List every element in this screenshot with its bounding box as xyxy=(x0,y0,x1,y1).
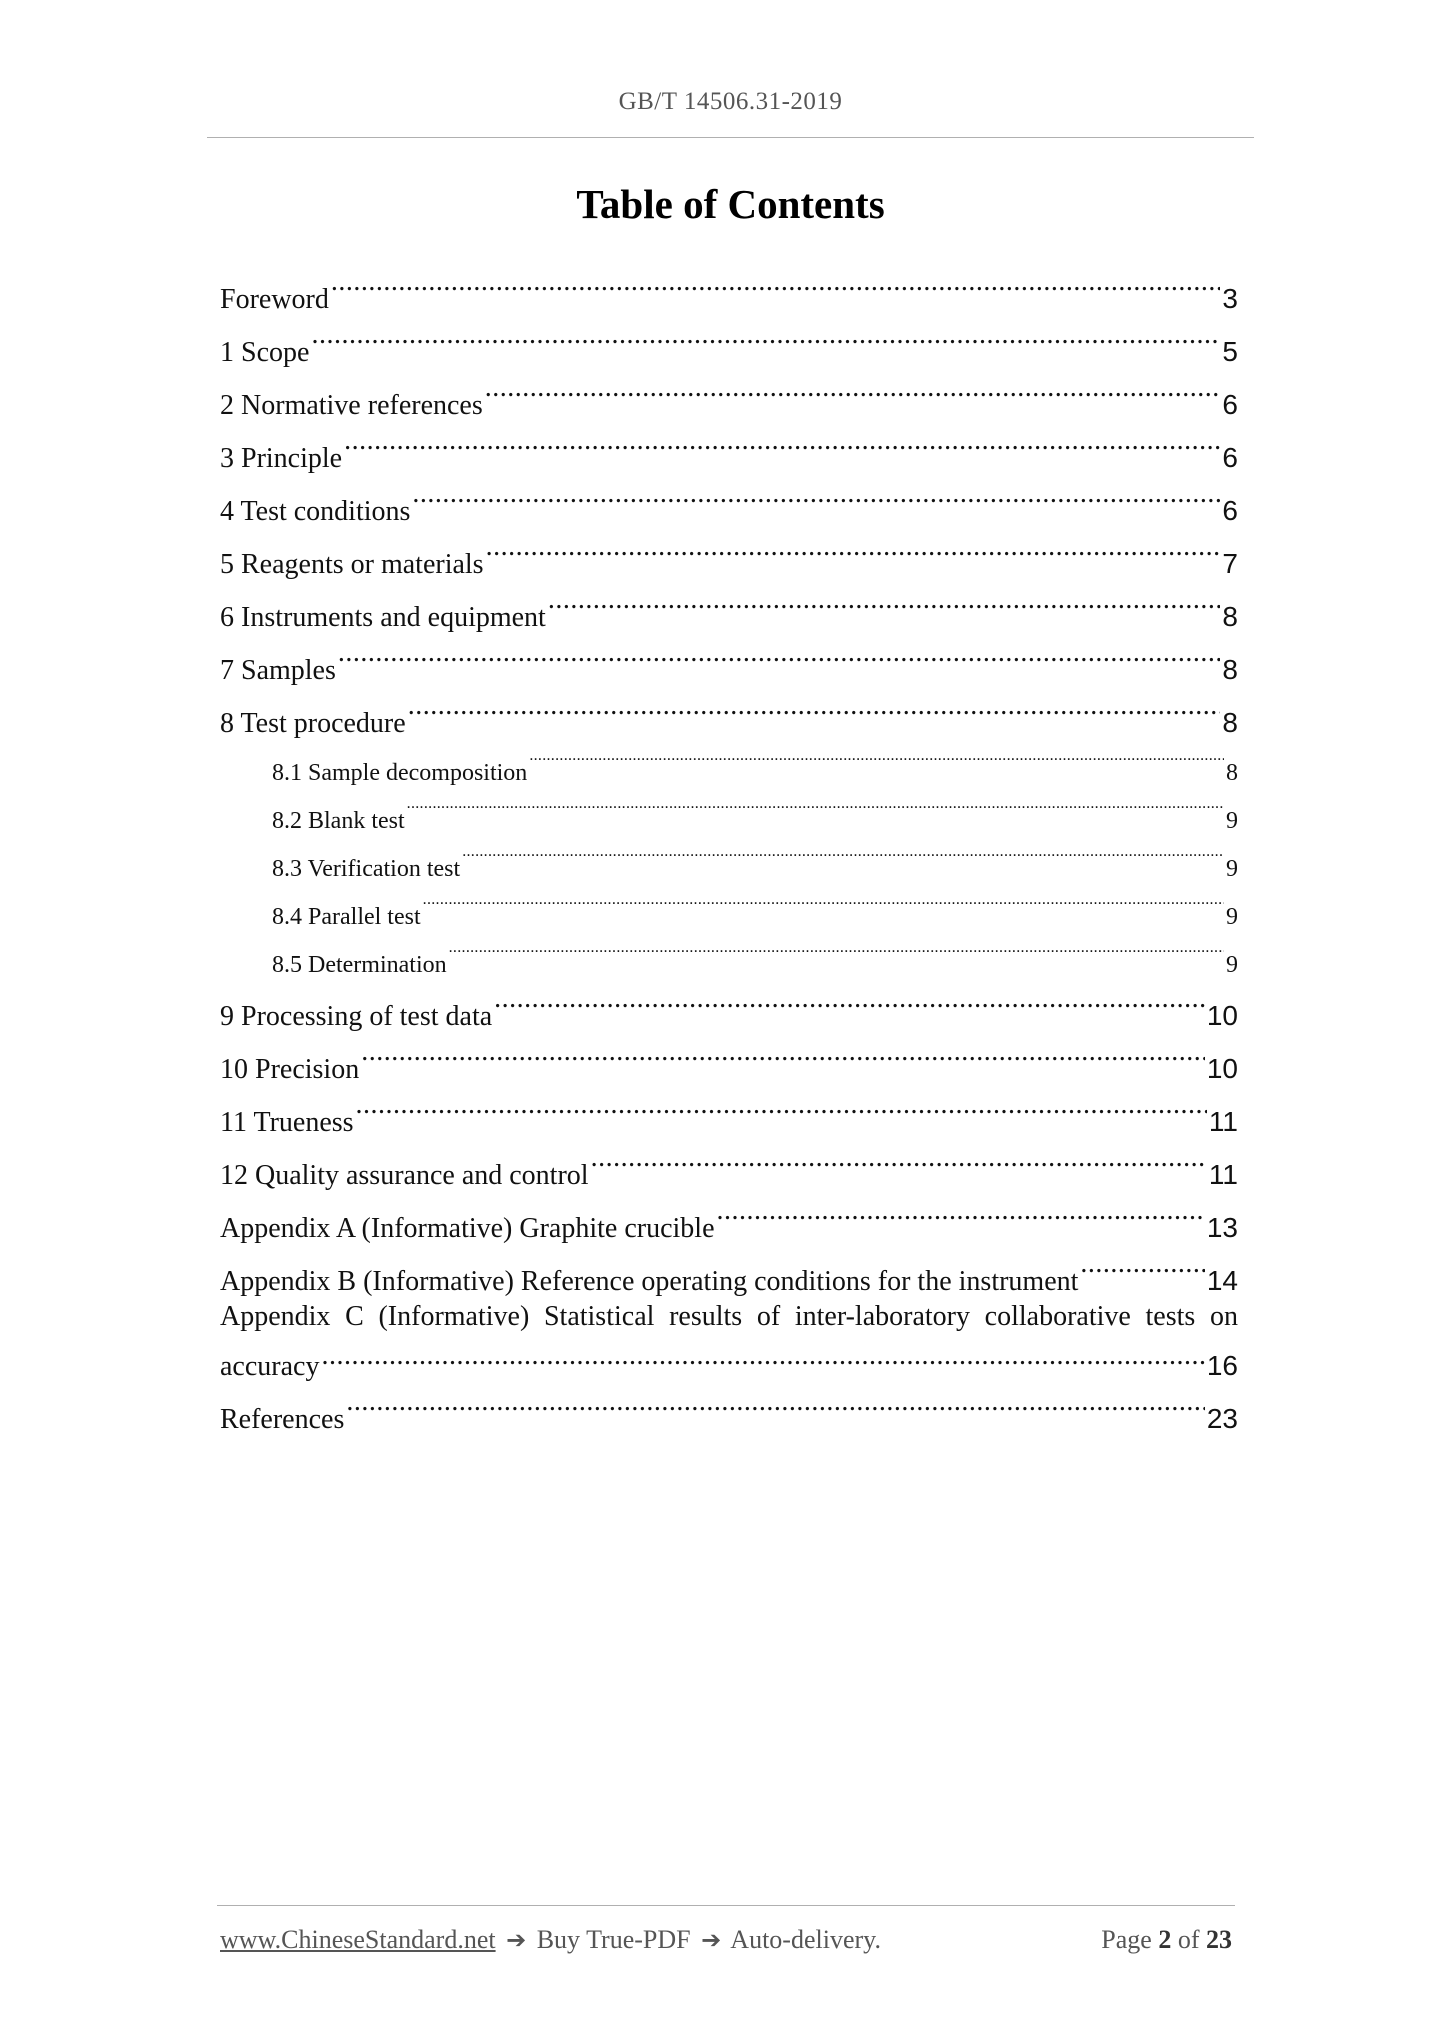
toc-entry-page: 11 xyxy=(1208,1106,1238,1137)
page-current: 2 xyxy=(1158,1925,1172,1954)
document-id-header: GB/T 14506.31-2019 xyxy=(618,88,843,115)
toc-leader-dots xyxy=(338,626,1221,679)
toc-entry-label: 9 Processing of test data xyxy=(220,1001,493,1032)
footer-step-buy: Buy True-PDF xyxy=(536,1925,691,1954)
toc-entry-label: Foreword xyxy=(220,284,329,315)
toc-leader-dots xyxy=(717,1184,1205,1237)
toc-leader-dots xyxy=(344,414,1220,467)
site-link[interactable]: www.ChineseStandard.net xyxy=(220,1925,496,1954)
toc-leader-dots xyxy=(486,520,1221,573)
footer-promo xyxy=(220,1925,881,1955)
toc-label-word: of xyxy=(756,1301,781,1332)
toc-entry-label: Appendix A (Informative) Graphite crucible xyxy=(220,1213,715,1244)
toc-leader-dots xyxy=(412,467,1220,520)
toc-entry-label-cont: accuracy xyxy=(220,1351,320,1382)
toc-entry-label: 3 Principle xyxy=(220,443,343,474)
toc-leader-dots xyxy=(485,361,1221,414)
toc-entry-label-line2 xyxy=(220,1336,1238,1382)
toc-label-word: C xyxy=(345,1301,364,1332)
toc-entry-page: 5 xyxy=(1222,336,1238,367)
toc-leader-dots xyxy=(408,679,1221,732)
toc-entry-page: 9 xyxy=(1226,856,1238,882)
toc-entry-page: 6 xyxy=(1222,389,1238,420)
toc-entry-label: 1 Scope xyxy=(220,337,310,368)
toc-entry-page: 8 xyxy=(1222,601,1238,632)
toc-label-word: Statistical xyxy=(543,1301,655,1332)
toc-entry-label: 6 Instruments and equipment xyxy=(220,602,546,633)
footer-divider xyxy=(217,1905,1235,1906)
toc-entry-page: 10 xyxy=(1206,1000,1238,1031)
toc-entry-trueness[interactable] xyxy=(220,1078,1238,1138)
toc-entry-page: 6 xyxy=(1222,495,1238,526)
header-divider xyxy=(207,137,1254,138)
toc-leader-dots xyxy=(423,876,1224,924)
toc-entry-page: 8 xyxy=(1226,760,1238,786)
toc-entry-page: 8 xyxy=(1222,654,1238,685)
toc-entry-page: 8 xyxy=(1222,707,1238,738)
toc-entry-label: 8 Test procedure xyxy=(220,708,406,739)
page-total: 23 xyxy=(1206,1925,1232,1954)
toc-entry-page: 16 xyxy=(1206,1350,1238,1381)
toc-entry-label: 8.4 Parallel test xyxy=(272,904,421,930)
toc-leader-dots xyxy=(449,924,1224,972)
toc-entry-scope[interactable] xyxy=(220,308,1238,368)
toc-label-word: on xyxy=(1209,1301,1238,1332)
toc-entry-page: 7 xyxy=(1222,548,1238,579)
toc-entry-label: 5 Reagents or materials xyxy=(220,549,484,580)
toc-leader-dots xyxy=(529,732,1224,780)
toc-leader-dots xyxy=(591,1131,1207,1184)
toc-entry-label: 11 Trueness xyxy=(220,1107,354,1138)
toc-leader-dots xyxy=(462,828,1224,876)
toc-leader-dots xyxy=(407,780,1224,828)
toc-leader-dots xyxy=(346,1375,1204,1428)
toc-leader-dots xyxy=(311,308,1220,361)
toc-entry-samples[interactable] xyxy=(220,626,1238,686)
page-footer xyxy=(220,1925,1232,1955)
toc-entry-page: 11 xyxy=(1208,1159,1238,1190)
toc-entry-label: Appendix B (Informative) Reference operating conditions for the instrument xyxy=(220,1266,1079,1297)
toc-entry-normative-references[interactable] xyxy=(220,361,1238,421)
toc-leader-dots xyxy=(356,1078,1207,1131)
toc-entry-page: 9 xyxy=(1226,904,1238,930)
toc-entry-label: 12 Quality assurance and control xyxy=(220,1160,589,1191)
toc-entry-page: 13 xyxy=(1206,1212,1238,1243)
toc-entry-label: 10 Precision xyxy=(220,1054,360,1085)
page-word: Page xyxy=(1101,1925,1152,1954)
toc-entry-page: 14 xyxy=(1206,1265,1238,1296)
toc-entry-label: References xyxy=(220,1404,345,1435)
toc-entry-label: 7 Samples xyxy=(220,655,336,686)
toc-entry-page: 23 xyxy=(1206,1403,1238,1434)
toc-leader-dots xyxy=(494,972,1205,1025)
toc-entry-label: 8.1 Sample decomposition xyxy=(272,760,528,786)
toc-entry-quality-assurance[interactable] xyxy=(220,1131,1238,1191)
toc-entry-label: 8.3 Verification test xyxy=(272,856,461,882)
toc-leader-dots xyxy=(361,1025,1205,1078)
toc-label-word: collaborative xyxy=(984,1301,1131,1332)
toc-entry-page: 9 xyxy=(1226,952,1238,978)
toc-entry-page: 6 xyxy=(1222,442,1238,473)
toc-leader-dots xyxy=(331,255,1221,308)
footer-step-delivery: Auto-delivery. xyxy=(730,1925,881,1954)
toc-leader-dots xyxy=(1080,1237,1204,1290)
toc-label-word: results xyxy=(669,1301,743,1332)
toc-label-word: Appendix xyxy=(220,1301,331,1332)
toc-title: Table of Contents xyxy=(576,181,885,227)
toc-entry-label: 2 Normative references xyxy=(220,390,483,421)
toc-entry-page: 9 xyxy=(1226,808,1238,834)
table-of-contents xyxy=(220,255,1238,1435)
toc-entry-references[interactable] xyxy=(220,1375,1238,1435)
toc-label-word: (Informative) xyxy=(378,1301,530,1332)
toc-entry-label: 8.2 Blank test xyxy=(272,808,405,834)
toc-entry-precision[interactable] xyxy=(220,1025,1238,1085)
toc-entry-test-conditions[interactable] xyxy=(220,467,1238,527)
page-indicator xyxy=(1101,1925,1232,1955)
toc-entry-label: 4 Test conditions xyxy=(220,496,411,527)
toc-label-word: tests xyxy=(1145,1301,1196,1332)
toc-label-word: inter-laboratory xyxy=(794,1301,970,1332)
toc-entry-test-procedure[interactable] xyxy=(220,679,1238,739)
right-arrow-icon: ➔ xyxy=(506,1926,527,1954)
toc-entry-principle[interactable] xyxy=(220,414,1238,474)
toc-leader-dots xyxy=(321,1336,1204,1375)
toc-leader-dots xyxy=(548,573,1221,626)
right-arrow-icon: ➔ xyxy=(701,1926,722,1954)
toc-entry-page: 3 xyxy=(1222,283,1238,314)
toc-entry-label: 8.5 Determination xyxy=(272,952,447,978)
page-of-word: of xyxy=(1177,1925,1200,1954)
toc-entry-foreword[interactable] xyxy=(220,255,1238,315)
toc-entry-page: 10 xyxy=(1206,1053,1238,1084)
